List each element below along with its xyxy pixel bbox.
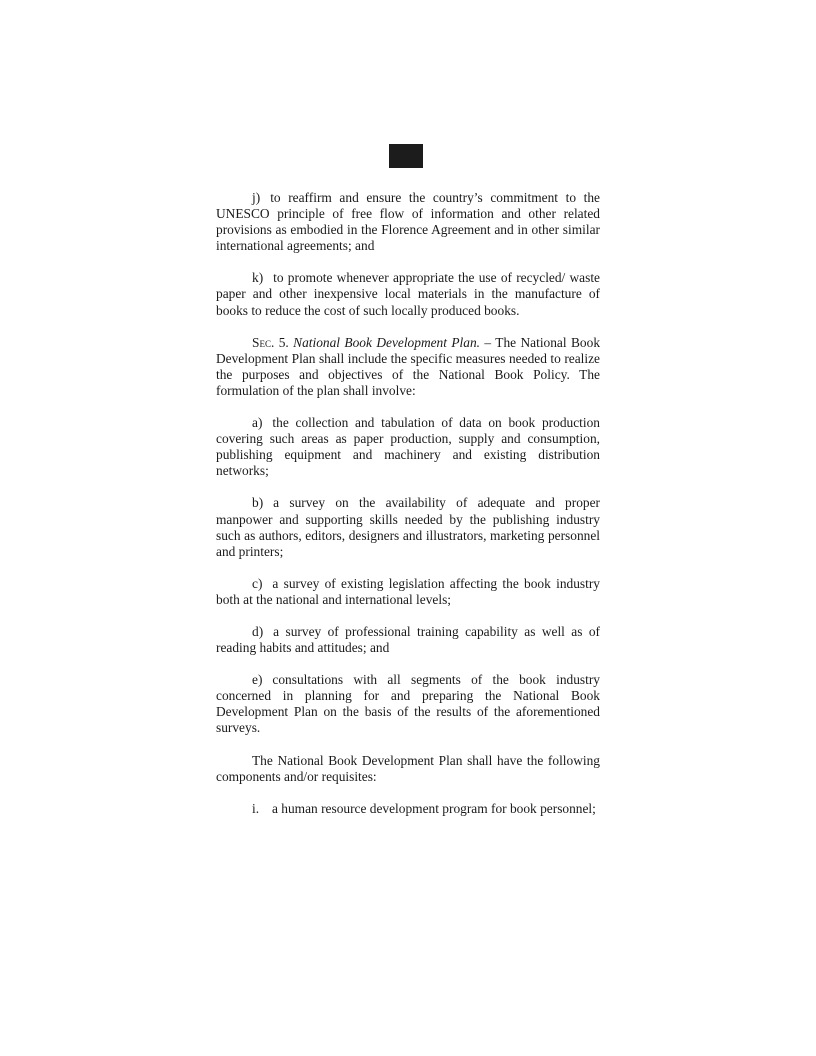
plan-item-c [216, 576, 600, 608]
section-body: The National Book Development Plan shall include the specific measures needed to realize the purposes and objectives of the National Book Policy. The formulation of the plan shall involve: [216, 334, 601, 398]
page-number-block [389, 144, 423, 168]
document-body [216, 190, 600, 817]
plan-item-d-text: a survey of professional training capability as well as of reading habits and attitudes; and [216, 623, 600, 656]
plan-item-a-label: a) [252, 415, 263, 431]
plan-item-c-text: a survey of existing legislation affecting the book industry both at the national and international levels; [216, 575, 600, 607]
plan-item-e-text: consultations with all segments of the book industry concerned in planning for and preparing the National Book Development Plan on the basis of the results of the aforementioned surveys. [216, 672, 600, 736]
item-k [216, 270, 600, 318]
plan-item-b-text: a survey on the availability of adequate and proper manpower and supporting skills needed by the publishing industry such as authors, editors, designers and illustrators, marketing personnel and printers; [216, 495, 600, 559]
plan-item-d [216, 624, 600, 656]
item-j-label: j) [252, 190, 261, 205]
section-dash: – [484, 334, 492, 350]
section-title: National Book Development Plan. [293, 334, 481, 350]
component-i [252, 801, 600, 817]
item-j-text: to reaffirm and ensure the country’s commitment to the UNESCO principle of free flow of information and other related provisions as embodied in the Florence Agreement and in other similar international agreements; and [216, 190, 600, 254]
plan-item-b [216, 495, 600, 559]
plan-item-d-label: d) [252, 623, 264, 639]
plan-item-a [216, 415, 600, 479]
plan-item-e [216, 672, 600, 736]
components-intro: The National Book Development Plan shall have the following components and/or requisites: [216, 752, 600, 784]
component-i-text: a human resource development program for book personnel; [272, 800, 596, 816]
section-number: 5. [278, 334, 289, 350]
plan-item-e-label: e) [252, 672, 263, 688]
plan-item-c-label: c) [252, 575, 263, 591]
item-j [216, 190, 600, 254]
plan-item-a-text: the collection and tabulation of data on book production covering such areas as paper production, supply and consumption, publishing equipment and machinery and existing distribution networks; [216, 415, 600, 479]
section-5 [216, 335, 600, 399]
plan-item-b-label: b) [252, 495, 264, 511]
component-i-label: i. [252, 800, 260, 816]
item-k-text: to promote whenever appropriate the use of recycled/ waste paper and other inexpensive local materials in the manufacture of books to reduce the cost of such locally produced books. [216, 270, 600, 318]
section-number-prefix: Sec. [252, 334, 275, 350]
item-k-label: k) [252, 270, 264, 286]
